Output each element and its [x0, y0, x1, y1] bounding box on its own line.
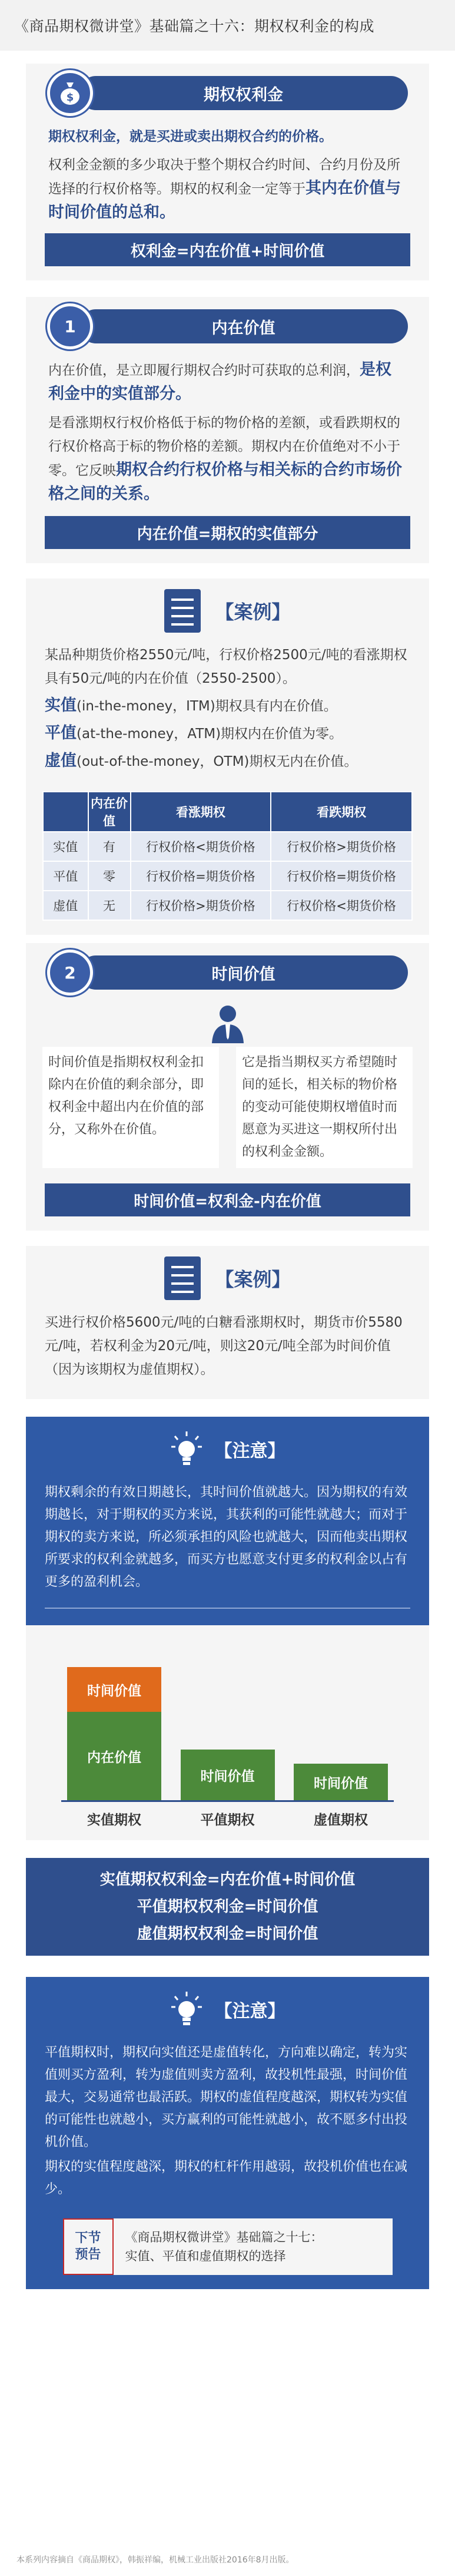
case1-atm	[45, 722, 410, 746]
premium-body	[42, 123, 413, 233]
table-cell: 虚值	[43, 891, 88, 920]
moneyness-table	[42, 791, 413, 921]
money-bag-icon	[47, 70, 93, 116]
next-lesson-tag	[63, 2218, 114, 2275]
table-cell: 行权价格<期货价格	[271, 891, 412, 920]
case1-otm	[45, 749, 410, 773]
table-cell: 行权价格=期货价格	[131, 861, 271, 891]
next-tag-line2: 预告	[75, 2247, 101, 2262]
bar-otm	[294, 1764, 388, 1800]
intrinsic-def	[48, 358, 407, 406]
moneyness-formulas	[26, 1858, 429, 1956]
next-title-line1: 《商品期权微讲堂》基础篇之十七：	[125, 2230, 323, 2244]
table-cell: 行权价格=期货价格	[271, 861, 412, 891]
table-row	[43, 832, 412, 861]
case1-body	[42, 643, 413, 773]
formula-atm: 平值期权权利金=时间价值	[137, 1898, 318, 1916]
bar-atm	[181, 1750, 275, 1800]
page-title: 《商品期权微讲堂》基础篇之十六：期权权利金的构成	[14, 18, 375, 35]
seg-time-value: 时间价值	[294, 1764, 388, 1800]
table-cell: 平值	[43, 861, 88, 891]
premium-detail-emphasis: 其内在价值与时间价值的总和。	[48, 179, 401, 221]
case2-label: 【案例】	[215, 1268, 291, 1291]
timevalue-formula: 时间价值=权利金-内在价值	[45, 1183, 410, 1216]
svg-text:$: $	[66, 91, 74, 104]
next-tag-line1: 下节	[75, 2231, 101, 2246]
notice2-head	[45, 1977, 410, 2042]
intrinsic-detail-emphasis: 期权合约行权价格与相关标的合约市场价格之间的关系。	[48, 461, 402, 503]
premium-section	[26, 64, 429, 233]
formula-itm: 实值期权权利金=内在价值+时间价值	[99, 1871, 356, 1889]
intrinsic-detail	[48, 411, 407, 507]
money-bag-svg	[58, 80, 82, 106]
notice1-text: 期权剩余的有效日期越长，其时间价值就越大。因为期权的有效期越长，对于期权的买方来说，其获利的可能性就越大；而对于期权的卖方来说，所必须承担的风险也就越大，因而他卖出期权所要求的权利金就越多，而买方也愿意支付更多的权利金以占有更多的盈利机会。	[45, 1485, 408, 1589]
bar-itm	[67, 1667, 161, 1800]
notice2-box	[26, 1977, 429, 2289]
table-header-cell	[43, 792, 88, 832]
source-footnote: 本系列内容摘自《商品期权》，韩振祥编，机械工业出版社2016年8月出版。	[16, 2555, 294, 2565]
chart-labels	[61, 1802, 394, 1828]
notice2-text1: 平值期权时，期权向实值还是虚值转化，方向难以确定，转为实值则买方盈利，转为虚值则卖方盈利，故投机性最强，时间价值最大，交易通常也最活跃。期权的虚值程度越深，期权转为实值的可能性也就越小，买方赢利的可能性就越小，故不愿多付出投机价值。	[45, 2045, 408, 2150]
case2-body: 买进行权价格5600元/吨的白糖看涨期权时，期货市价5580元/吨，若权利金为20元/吨，则这20元/吨全部为时间价值（因为该期权为虚值期权）。	[45, 1315, 403, 1377]
notice2-text2: 期权的实值程度越深，期权的杠杆作用越弱，故投机价值也在减少。	[45, 2160, 408, 2197]
table-cell: 无	[88, 891, 131, 920]
timevalue-formula-wrap	[26, 1183, 429, 1231]
premium-pill-row	[42, 64, 413, 123]
table-cell: 有	[88, 832, 131, 861]
otm-term: 虚值	[45, 752, 77, 770]
premium-def	[48, 125, 407, 148]
intrinsic-formula-wrap	[26, 516, 429, 563]
timevalue-columns	[42, 1043, 413, 1183]
premium-detail	[48, 153, 407, 225]
table-header-cell: 看涨期权	[131, 792, 271, 832]
table-cell: 零	[88, 861, 131, 891]
chart-area	[61, 1649, 394, 1802]
intrinsic-formula: 内在价值=期权的实值部分	[45, 516, 410, 549]
case2-section	[26, 1246, 429, 1399]
moneyness-table-wrap	[42, 791, 413, 921]
section-number-2: 2	[47, 950, 93, 996]
document-icon	[164, 589, 201, 633]
table-cell: 行权价格>期货价格	[131, 891, 271, 920]
intrinsic-pill: 内在价值	[79, 309, 408, 343]
timevalue-left: 时间价值是指期权权利金扣除内在价值的剩余部分，即权利金中超出内在价值的部分，又称外在价值。	[42, 1047, 219, 1168]
table-header-cell: 内在价值	[88, 792, 131, 832]
table-cell: 实值	[43, 832, 88, 861]
formula-otm: 虚值期权权利金=时间价值	[137, 1925, 318, 1943]
notice1-divider	[45, 1608, 410, 1609]
intrinsic-pill-row	[42, 297, 413, 356]
premium-detail-text: 权利金金额的多少取决于整个期权合约时间、合约月份及所选择的行权价格等。期权的权利金一定等于	[48, 157, 400, 197]
premium-pill: 期权权利金	[79, 76, 408, 110]
table-row	[43, 861, 412, 891]
businessman-icon	[207, 1002, 248, 1043]
notice1-head	[45, 1417, 410, 1482]
timevalue-section	[26, 943, 429, 1183]
case1-itm	[45, 694, 410, 718]
section-number-1: 1	[47, 303, 93, 349]
itm-term: 实值	[45, 696, 77, 715]
case1-section	[26, 578, 429, 935]
timevalue-pill: 时间价值	[79, 955, 408, 990]
atm-text: (at-the-money，ATM)期权内在价值为零。	[77, 726, 343, 742]
case1-label: 【案例】	[215, 601, 291, 623]
notice1-box	[26, 1417, 429, 1625]
next-lesson-title	[114, 2218, 393, 2275]
itm-text: (in-the-money，ITM)期权具有内在价值。	[77, 699, 337, 714]
seg-time-value: 时间价值	[181, 1750, 275, 1800]
case1-head	[42, 578, 413, 643]
intrinsic-def-text: 内在价值，是立即履行期权合约时可获取的总利润，	[48, 363, 360, 378]
case1-example: 某品种期货价格2550元/吨，行权价格2500元/吨的看涨期权具有50元/吨的内在价值（2550-2500）。	[45, 647, 407, 686]
timevalue-right: 它是指当期权买方希望随时间的延长，相关标的物价格的变动可能使期权增值时而愿意为买进这一期权所付出的权利金金额。	[236, 1047, 413, 1168]
seg-intrinsic-value: 内在价值	[67, 1712, 161, 1800]
timevalue-pill-row	[42, 943, 413, 1002]
next-title-line2: 实值、平值和虚值期权的选择	[125, 2249, 286, 2263]
premium-formula: 权利金=内在价值+时间价值	[45, 233, 410, 266]
chart-label: 实值期权	[87, 1813, 141, 1828]
premium-def-text: 期权权利金，就是买进或卖出期权合约的价格。	[48, 129, 333, 144]
next-lesson-preview[interactable]	[63, 2218, 393, 2275]
chart-label: 平值期权	[200, 1813, 255, 1828]
header	[0, 0, 455, 51]
intrinsic-section	[26, 297, 429, 516]
atm-term: 平值	[45, 724, 77, 742]
person-icon-wrap	[42, 1002, 413, 1043]
intrinsic-detail-text: 是看涨期权行权价格低于标的物价格的差额，或看跌期权的行权价格高于标的物价格的差额。期权内在价值绝对不小于零。它反映	[48, 415, 400, 478]
lightbulb-icon	[170, 1430, 203, 1468]
table-cell: 行权价格<期货价格	[131, 832, 271, 861]
premium-formula-wrap	[26, 233, 429, 280]
table-row	[43, 891, 412, 920]
table-cell: 行权价格>期货价格	[271, 832, 412, 861]
otm-text: (out-of-the-money，OTM)期权无内在价值。	[77, 754, 358, 769]
table-header-row	[43, 792, 412, 832]
document-icon	[164, 1256, 201, 1300]
notice2-label: 【注意】	[214, 2001, 285, 2022]
notice1-label: 【注意】	[214, 1441, 285, 1461]
seg-time-value: 时间价值	[67, 1667, 161, 1712]
intrinsic-def-emphasis: 是权利金中的实值部分。	[48, 361, 391, 403]
case2-head	[42, 1246, 413, 1311]
chart-label: 虚值期权	[314, 1813, 368, 1828]
table-header-cell: 看跌期权	[271, 792, 412, 832]
lightbulb-icon	[170, 1990, 203, 2028]
premium-composition-chart	[26, 1625, 429, 1840]
intrinsic-body	[42, 356, 413, 516]
